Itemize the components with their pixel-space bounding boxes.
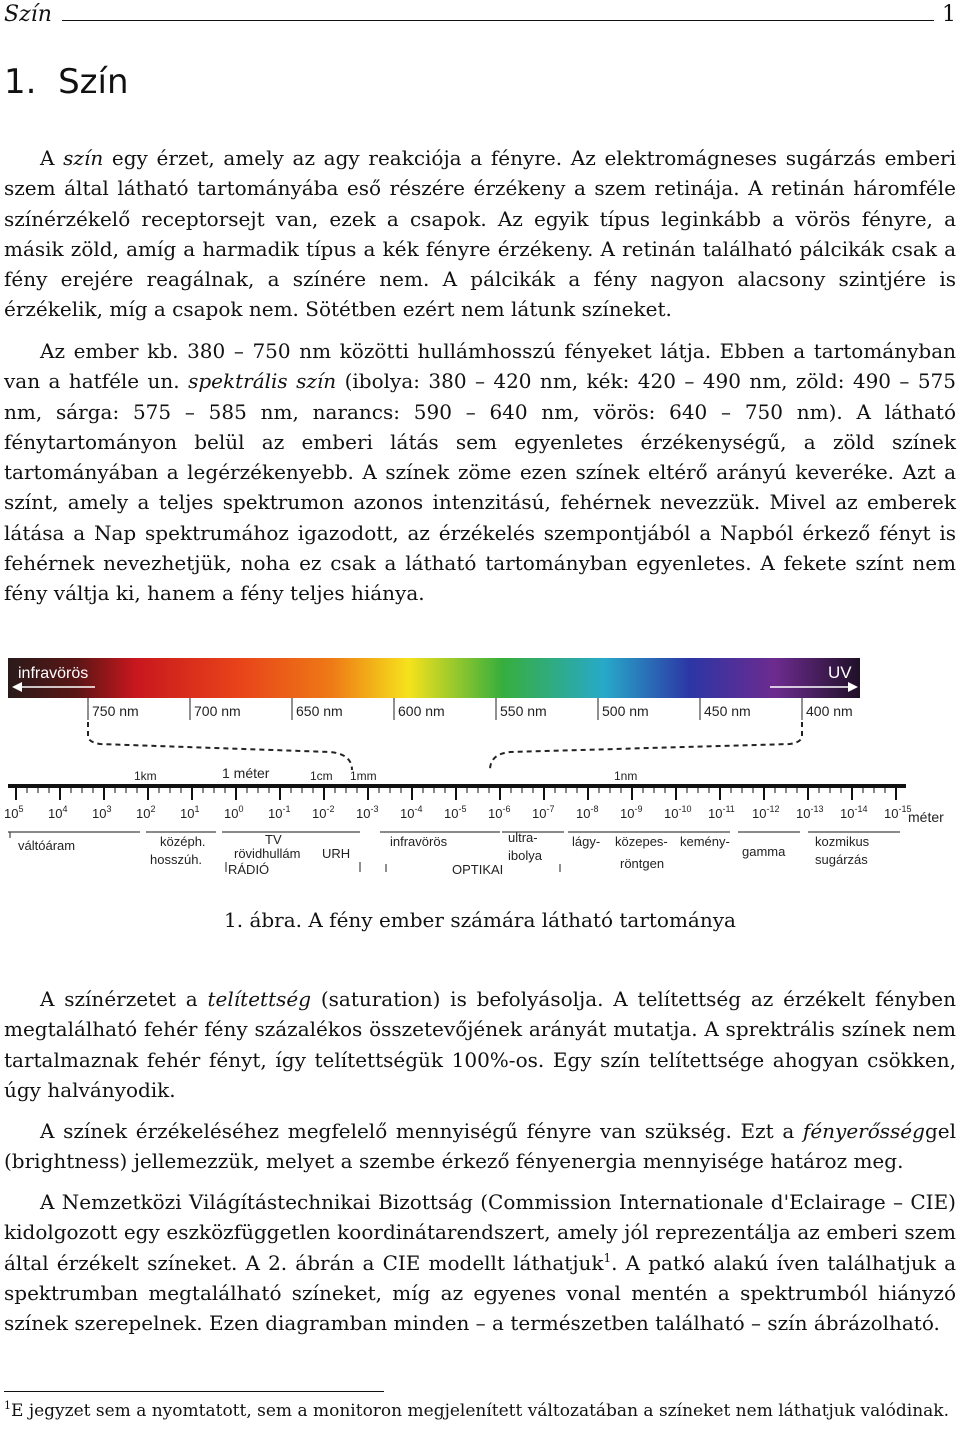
power-label: $10^{-14}$ — [840, 804, 868, 821]
band-label: RÁDIÓ — [228, 862, 270, 877]
band-label: gamma — [742, 844, 786, 859]
spectrum-figure — [0, 650, 960, 892]
band-label: hosszúh. — [150, 852, 203, 867]
paragraph-1 — [4, 143, 956, 325]
spectrum-band — [8, 658, 860, 698]
wavelength-label: 450 nm — [704, 703, 751, 719]
power-label: $10^{-11}$ — [708, 804, 735, 821]
power-label: $10^{-7}$ — [532, 804, 555, 821]
running-header — [4, 2, 956, 26]
zoom-line-right — [490, 722, 802, 770]
wavelength-label: 750 nm — [92, 703, 139, 719]
wavelength-label: 650 nm — [296, 703, 343, 719]
power-label: $10^{-3}$ — [356, 804, 379, 821]
wavelength-label: 400 nm — [806, 703, 853, 719]
p4-text-b: gel (brightness) jellemezzük, melyet a szembe érkező fényenergia mennyisége határoz meg. — [4, 1119, 956, 1174]
wavelength-label: 600 nm — [398, 703, 445, 719]
power-label: $10^{-10}$ — [664, 804, 692, 821]
footnote-rule — [4, 1391, 384, 1392]
scale-mark-label: 1km — [134, 769, 157, 783]
band-label: kozmikus — [815, 834, 870, 849]
page-number: 1 — [942, 2, 956, 27]
scale-mark-label: 1 méter — [222, 765, 270, 781]
scale-mark-label: 1mm — [350, 769, 377, 783]
power-label: $10^2$ — [136, 804, 156, 821]
power-label: $10^{-15}$ — [884, 804, 912, 821]
p4-text-a: A színek érzékeléséhez megfelelő mennyiségű fényre van szükség. Ezt a — [40, 1119, 803, 1143]
power-label: $10^4$ — [48, 804, 68, 821]
p2-text-a: Az ember kb. 380 – 750 nm közötti hullámhosszú fényeket látja. Ebben a tartományban van a hatféle un. — [4, 339, 956, 394]
p1-term: szín — [63, 146, 104, 170]
power-label: $10^{-9}$ — [620, 804, 643, 821]
power-label: $10^{-1}$ — [268, 804, 291, 821]
band-label: URH — [322, 846, 351, 861]
band-label: közepes- — [615, 834, 668, 849]
scale-mark-label: 1cm — [310, 769, 333, 783]
section-number: 1. — [4, 62, 37, 102]
p1-text-a: A — [40, 146, 64, 170]
paragraph-2 — [4, 336, 956, 609]
p5-text-b: . A patkó alakú íven találhatjuk a spektrumban megtalálható színeket, míg az egyenes vonal mentén a spektrumból hiányzó színek szerepelnek. Ezen diagramban minden – a természetben található – szín ábrázolható. — [4, 1250, 956, 1336]
scale-ticks — [16, 786, 896, 800]
power-label: $10^{-12}$ — [752, 804, 780, 821]
band-label: OPTIKAI — [452, 862, 504, 877]
power-label: $10^{-13}$ — [796, 804, 824, 821]
wavelength-label: 550 nm — [500, 703, 547, 719]
band-label: rövidhullám — [234, 846, 301, 861]
power-label: $10^3$ — [92, 804, 112, 821]
footnote — [4, 1398, 956, 1424]
wavelength-label: 700 nm — [194, 703, 241, 719]
p3-text-b: (saturation) is befolyásolja. A telítettség az érzékelt fényben megtalálható fehér fény százalékos összetevőjének arányát mutatja. A sprektrális színek nem tartalmaznak fehér fényt, így telítettségük 100%-os. Egy szín telítettsége ahogyan csökken, úgy halványodik. — [4, 987, 956, 1102]
power-label: $10^{-2}$ — [312, 804, 335, 821]
power-label: $10^{-4}$ — [400, 804, 423, 821]
footnote-marker: 1 — [603, 1250, 612, 1265]
p3-text-a: A színérzetet a — [40, 987, 208, 1011]
p4-term: fényerősség — [802, 1119, 925, 1143]
spectrum-diagram — [0, 650, 960, 892]
section-title: Szín — [58, 62, 129, 102]
p2-term: spektrális szín — [188, 369, 337, 394]
footnote-number: 1 — [4, 1399, 11, 1412]
power-labels — [4, 804, 911, 821]
running-title: Szín — [4, 2, 52, 27]
band-label: infravörös — [390, 834, 448, 849]
zoom-line-left — [88, 722, 352, 770]
section-heading — [4, 62, 129, 102]
power-label: $10^{-5}$ — [444, 804, 467, 821]
paragraph-5 — [4, 1187, 956, 1338]
band-label: ultra- — [508, 830, 538, 845]
power-label: $10^{-6}$ — [488, 804, 511, 821]
p2-text-b: (ibolya: 380 – 420 nm, kék: 420 – 490 nm, zöld: 490 – 575 nm, sárga: 575 – 585 nm, narancs: 590 – 640 nm, vörös: 640 – 750 nm). A látható fénytartományon belül az emberi látás sem egyenletes érzékenységű, a zöld színek tartományában a legérzékenyebb. A színek zöme ezen színek eltérő arányú keveréke. Azt a színt, amely a teljes spektrumon azonos intenzitású, fehérnek nevezzük. Mivel az emberek látása a Nap spektrumához igazodott, az érzékelés szempontjából a Napból érkező fényt is fehérnek nevezhetjük, noha ez csak a látható tartományban egyenletes. A fekete színt nem fény váltja ki, hanem a fény teljes hiánya. — [4, 369, 956, 606]
unit-label: méter — [908, 809, 944, 825]
paragraph-3 — [4, 984, 956, 1105]
band-label: TV — [265, 832, 282, 847]
uv-label: UV — [828, 663, 852, 682]
footnote-text: E jegyzet sem a nyomtatott, sem a monitoron megjelenített változatában a színeket nem láthatjuk valódinak. — [11, 1401, 949, 1421]
band-label: váltóáram — [18, 838, 76, 853]
power-label: $10^5$ — [4, 804, 24, 821]
band-label: ibolya — [508, 848, 542, 863]
band-label: középh. — [160, 834, 206, 849]
header-rule — [62, 20, 934, 21]
power-label: $10^0$ — [224, 804, 244, 821]
band-label: sugárzás — [815, 852, 868, 867]
p1-text-b: egy érzet, amely az agy reakciója a fényre. Az elektromágneses sugárzás emberi szem által látható tartományába eső részére érzékeny a szem retinája. A retinán háromféle színérzékelő receptorsejt van, ezek a csapok. Az egyik típus leginkább a vörös fényre, a másik zöld, amíg a harmadik típus a kék fényre érzékeny. A retinán található pálcikák csak a fény erejére reagálnak, a színére nem. A pálcikák a fény nagyon alacsony szintjére is érzékelik, míg a csapok nem. Sötétben ezért nem látunk színeket. — [4, 146, 956, 322]
p3-term: telítettség — [207, 987, 312, 1011]
band-label: kemény- — [680, 834, 730, 849]
power-label: $10^1$ — [180, 804, 200, 821]
wavelength-label: 500 nm — [602, 703, 649, 719]
p5-text-a: A Nemzetközi Világítástechnikai Bizottság (Commission Internationale d'Eclairage – CIE) kidolgozott egy eszközfüggetlen koordinátarendszert, amely jól reprezentálja az emberi szem által érzékelt színeket. A 2. ábrán a CIE modellt láthatjuk — [4, 1190, 956, 1275]
scale-mark-label: 1nm — [614, 769, 638, 783]
band-label: röntgen — [620, 856, 665, 871]
infrared-label: infravörös — [18, 665, 89, 682]
paragraph-4 — [4, 1116, 956, 1177]
figure-caption: 1. ábra. A fény ember számára látható tartománya — [224, 908, 736, 932]
power-label: $10^{-8}$ — [576, 804, 599, 821]
band-label: lágy- — [572, 834, 601, 849]
